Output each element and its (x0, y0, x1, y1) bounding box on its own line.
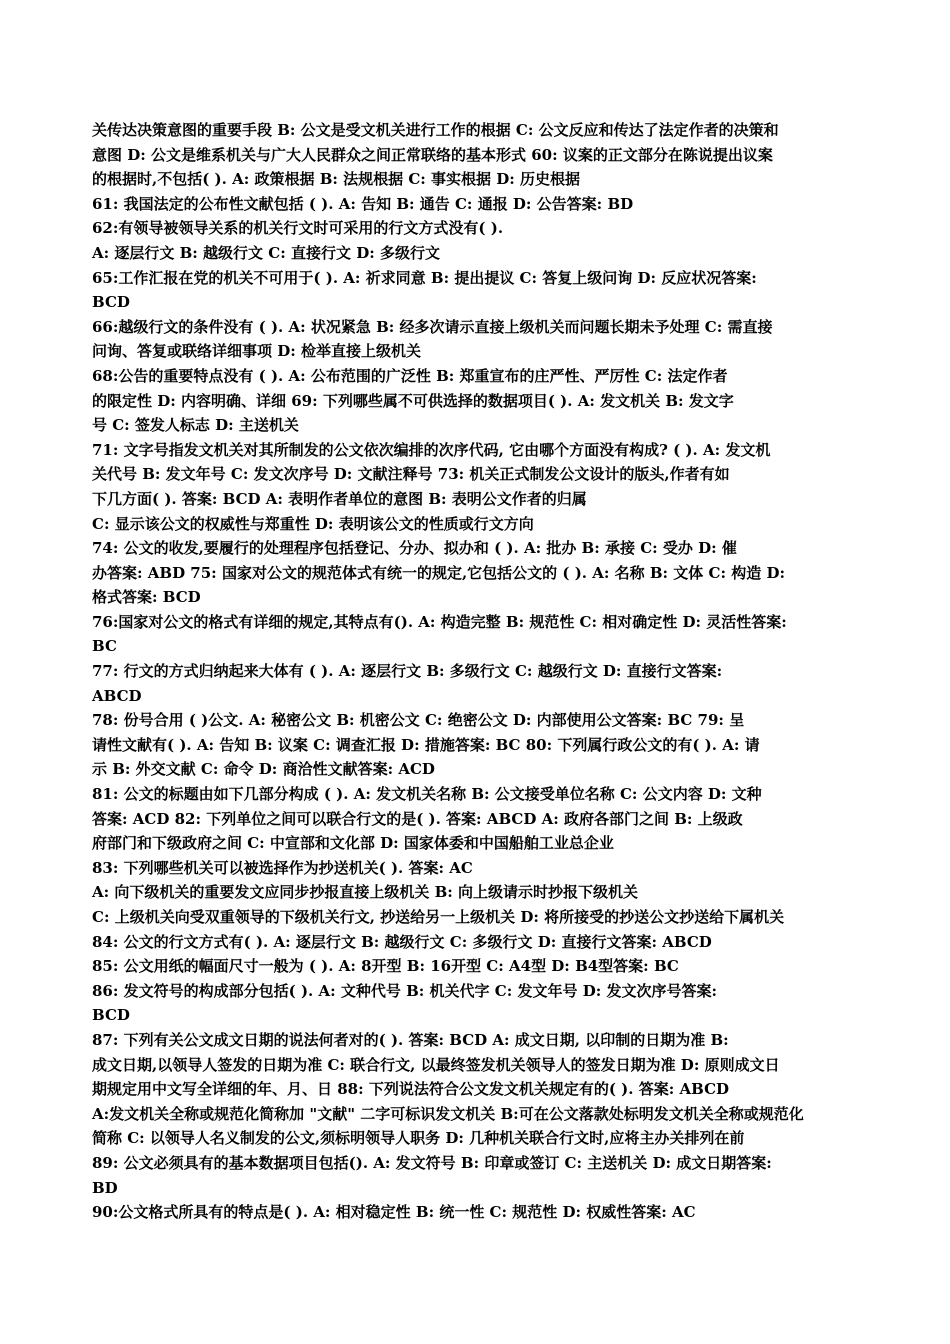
text-line: 问询、答复或联络详细事项 D: 检举直接上级机关 (92, 342, 421, 361)
text-line: 90:公文格式所具有的特点是( ). A: 相对稳定性 B: 统一性 C: 规范性 D: 权威性答案: AC (92, 1203, 696, 1222)
text-line: BD (92, 1178, 118, 1197)
text-line: 的限定性 D: 内容明确、详细 69: 下列哪些属不可供选择的数据项目( ). A: 发文机关 B: 发文字 (92, 391, 734, 410)
text-line: 格式答案: BCD (92, 588, 201, 607)
text-line: 74: 公文的收发,要履行的处理程序包括登记、分办、拟办和 ( ). A: 批办 B: 承接 C: 受办 D: 催 (92, 539, 737, 558)
text-line: 的根据时,不包括( ). A: 政策根据 B: 法规根据 C: 事实根据 D: 历史根据 (92, 170, 581, 189)
text-line: 62:有领导被领导关系的机关行文时可采用的行文方式没有( ). (92, 219, 504, 238)
text-line: C: 上级机关向受双重领导的下级机关行文, 抄送给另一上级机关 D: 将所接受的抄送公文抄送给下属机关 (92, 908, 785, 926)
text-line: A: 向下级机关的重要发文应同步抄报直接上级机关 B: 向上级请示时抄报下级机关 (92, 883, 639, 902)
text-line: A:发文机关全称或规范化简称加 "文献" 二字可标识发文机关 B:可在公文落款处标明发文机关全称或规范化 (92, 1104, 804, 1123)
text-line: 下几方面( ). 答案: BCD A: 表明作者单位的意图 B: 表明公文作者的归属 (92, 489, 587, 508)
text-line: ABCD (92, 686, 142, 705)
text-line: 86: 发文符号的构成部分包括( ). A: 文种代号 B: 机关代字 C: 发文年号 D: 发文次序号答案: (92, 981, 718, 1000)
text-line: 84: 公文的行文方式有( ). A: 逐层行文 B: 越级行文 C: 多级行文 D: 直接行文答案: ABCD (92, 932, 712, 951)
text-line: 请性文献有( ). A: 告知 B: 议案 C: 调查汇报 D: 措施答案: BC 80: 下列属行政公文的有( ). A: 请 (92, 735, 760, 754)
text-line: 76:国家对公文的格式有详细的规定,其特点有(). A: 构造完整 B: 规范性 C: 相对确定性 D: 灵活性答案: (92, 612, 787, 631)
text-line: 66:越级行文的条件没有 ( ). A: 状况紧急 B: 经多次请示直接上级机关而问题长期未予处理 C: 需直接 (92, 317, 773, 336)
text-line: 68:公告的重要特点没有 ( ). A: 公布范围的广泛性 B: 郑重宣布的庄严性、严厉性 C: 法定作者 (92, 366, 728, 385)
text-line: 87: 下列有关公文成文日期的说法何者对的( ). 答案: BCD A: 成文日期, 以印制的日期为准 B: (92, 1030, 729, 1049)
text-line: 答案: ACD 82: 下列单位之间可以联合行文的是( ). 答案: ABCD A: 政府各部门之间 B: 上级政 (92, 809, 743, 828)
text-line: 关代号 B: 发文年号 C: 发文次序号 D: 文献注释号 73: 机关正式制发公文设计的版头,作者有如 (92, 465, 730, 484)
text-line: BCD (92, 1006, 130, 1025)
text-line: BCD (92, 293, 130, 312)
text-line: 89: 公文必须具有的基本数据项目包括(). A: 发文符号 B: 印章或签订 C: 主送机关 D: 成文日期答案: (92, 1153, 772, 1172)
document-body (92, 118, 910, 1225)
text-line: 65:工作汇报在党的机关不可用于( ). A: 祈求同意 B: 提出提议 C: 答复上级问询 D: 反应状况答案: (92, 268, 757, 287)
text-line: 61: 我国法定的公布性文献包括 ( ). A: 告知 B: 通告 C: 通报 D: 公告答案: BD (92, 194, 634, 213)
text-line: 77: 行文的方式归纳起来大体有 ( ). A: 逐层行文 B: 多级行文 C: 越级行文 D: 直接行文答案: (92, 662, 723, 681)
text-line: 81: 公文的标题由如下几部分构成 ( ). A: 发文机关名称 B: 公文接受单位名称 C: 公文内容 D: 文种 (92, 785, 762, 804)
text-line: 府部门和下级政府之间 C: 中宣部和文化部 D: 国家体委和中国船舶工业总企业 (92, 834, 614, 853)
text-line: 意图 D: 公文是维系机关与广大人民群众之间正常联络的基本形式 60: 议案的正文部分在陈说提出议案 (92, 145, 773, 164)
text-line: 85: 公文用纸的幅面尺寸一般为 ( ). A: 8开型 B: 16开型 C: A4型 D: B4型答案: BC (92, 957, 679, 976)
text-line: 办答案: ABD 75: 国家对公文的规范体式有统一的规定,它包括公文的 ( ). A: 名称 B: 文体 C: 构造 D: (92, 563, 785, 582)
text-line: 78: 份号合用 ( )公文. A: 秘密公文 B: 机密公文 C: 绝密公文 D: 内部使用公文答案: BC 79: 呈 (92, 711, 745, 730)
text-line: 号 C: 签发人标志 D: 主送机关 (92, 416, 299, 435)
text-line: A: 逐层行文 B: 越级行文 C: 直接行文 D: 多级行文 (92, 243, 440, 262)
text-line: BC (92, 637, 117, 656)
text-line: 示 B: 外交文献 C: 命令 D: 商洽性文献答案: ACD (92, 760, 435, 779)
text-line: 期规定用中文写全详细的年、月、日 88: 下列说法符合公文发文机关规定有的( ). 答案: ABCD (92, 1080, 730, 1099)
text-line: 简称 C: 以领导人名义制发的公文,须标明领导人职务 D: 几种机关联合行文时,应将主办关排列在前 (92, 1129, 745, 1148)
text-line: 83: 下列哪些机关可以被选择作为抄送机关( ). 答案: AC (92, 858, 473, 877)
text-line: 成文日期,以领导人签发的日期为准 C: 联合行文, 以最终签发机关领导人的签发日期为准 D: 原则成文日 (92, 1055, 780, 1074)
text-line: C: 显示该公文的权威性与郑重性 D: 表明该公文的性质或行文方向 (92, 514, 534, 533)
text-line: 71: 文字号指发文机关对其所制发的公文依次编排的次序代码, 它由哪个方面没有构成? ( ). A: 发文机 (92, 440, 771, 459)
text-line: 关传达决策意图的重要手段 B: 公文是受文机关进行工作的根据 C: 公文反应和传达了法定作者的决策和 (92, 121, 779, 139)
